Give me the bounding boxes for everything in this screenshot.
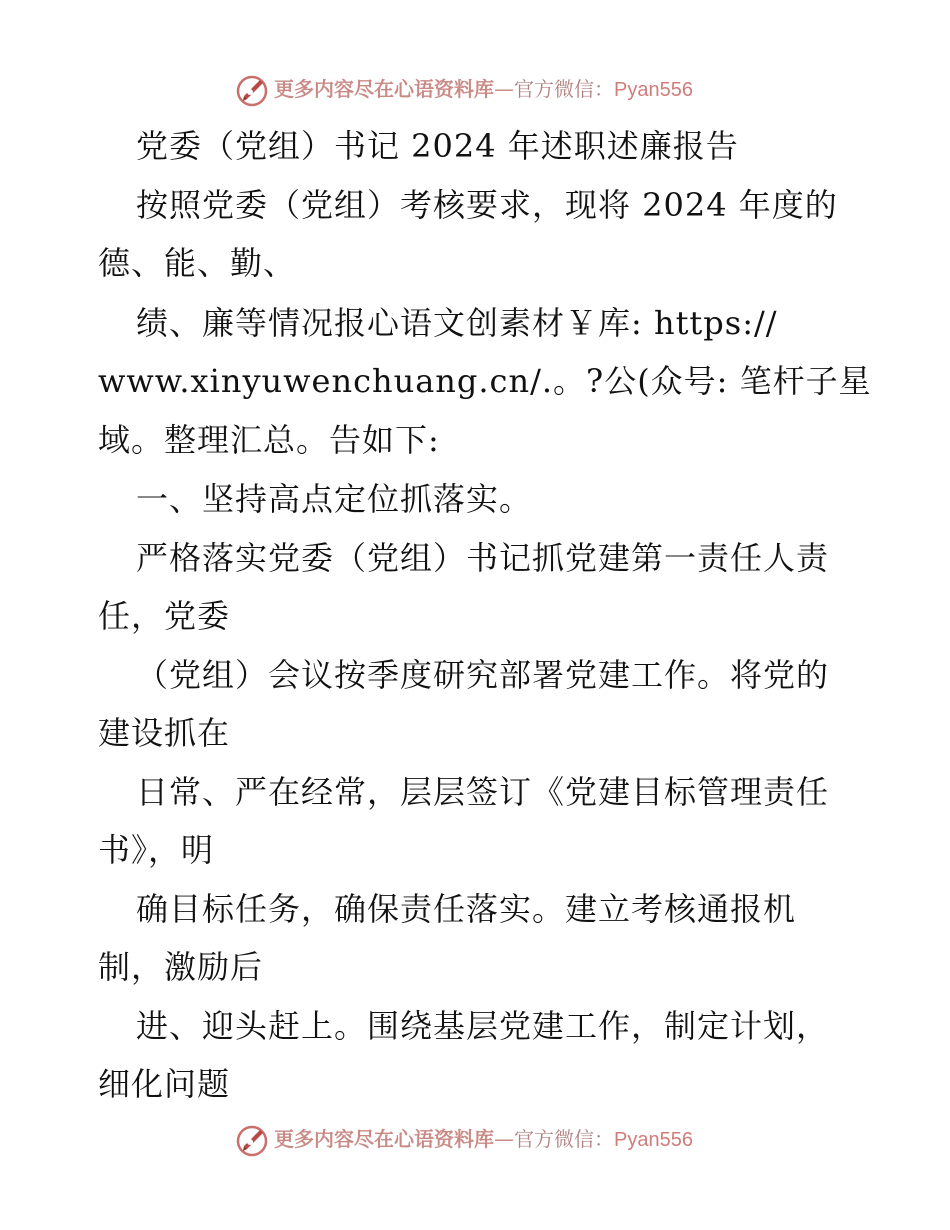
doc-line: 确目标任务，确保责任落实。建立考核通报机 xyxy=(136,890,797,928)
doc-line: 域。整理汇总。告如下: xyxy=(98,421,440,459)
doc-line: 德、能、勤、 xyxy=(98,244,297,282)
doc-line: 建设抓在 xyxy=(98,714,231,752)
footer-watermark-text xyxy=(274,1126,693,1153)
brand-logo-icon xyxy=(234,1122,270,1158)
footer-watermark-id: Pyan556 xyxy=(614,1129,693,1151)
doc-line: 书》，明 xyxy=(98,831,215,869)
footer-watermark-main: 更多内容尽在心语资料库 xyxy=(274,1127,494,1151)
doc-line: 日常、严在经常，层层签订《党建目标管理责任 xyxy=(136,773,830,811)
doc-line: www.xinyuwenchuang.cn/.。?公(众号: 笔杆子星 xyxy=(98,362,872,400)
header-watermark-sep: — xyxy=(494,77,514,101)
header-watermark xyxy=(0,70,950,110)
doc-line: 按照党委（党组）考核要求，现将 2024 年度的 xyxy=(136,186,838,224)
header-watermark-tail: 官方微信： xyxy=(514,77,614,101)
doc-line: 任，党委 xyxy=(98,597,231,635)
doc-line: 进、迎头赶上。围绕基层党建工作，制定计划， xyxy=(136,1007,830,1045)
doc-line: 严格落实党委（党组）书记抓党建第一责任人责 xyxy=(136,539,830,577)
doc-title: 党委（党组）书记 2024 年述职述廉报告 xyxy=(136,127,739,165)
header-watermark-text xyxy=(274,76,693,103)
footer-watermark-tail: 官方微信： xyxy=(514,1127,614,1151)
footer-watermark-sep: — xyxy=(494,1127,514,1151)
footer-watermark xyxy=(0,1120,950,1160)
doc-line: 制，激励后 xyxy=(98,948,264,986)
header-watermark-main: 更多内容尽在心语资料库 xyxy=(274,77,494,101)
doc-line: （党组）会议按季度研究部署党建工作。将党的 xyxy=(136,656,830,694)
brand-logo-icon xyxy=(234,72,270,108)
header-watermark-id: Pyan556 xyxy=(614,79,693,101)
doc-line: 绩、廉等情况报心语文创素材￥库: https:// xyxy=(136,304,778,342)
section-heading: 一、坚持高点定位抓落实。 xyxy=(136,480,533,518)
doc-line: 细化问题 xyxy=(98,1065,231,1103)
